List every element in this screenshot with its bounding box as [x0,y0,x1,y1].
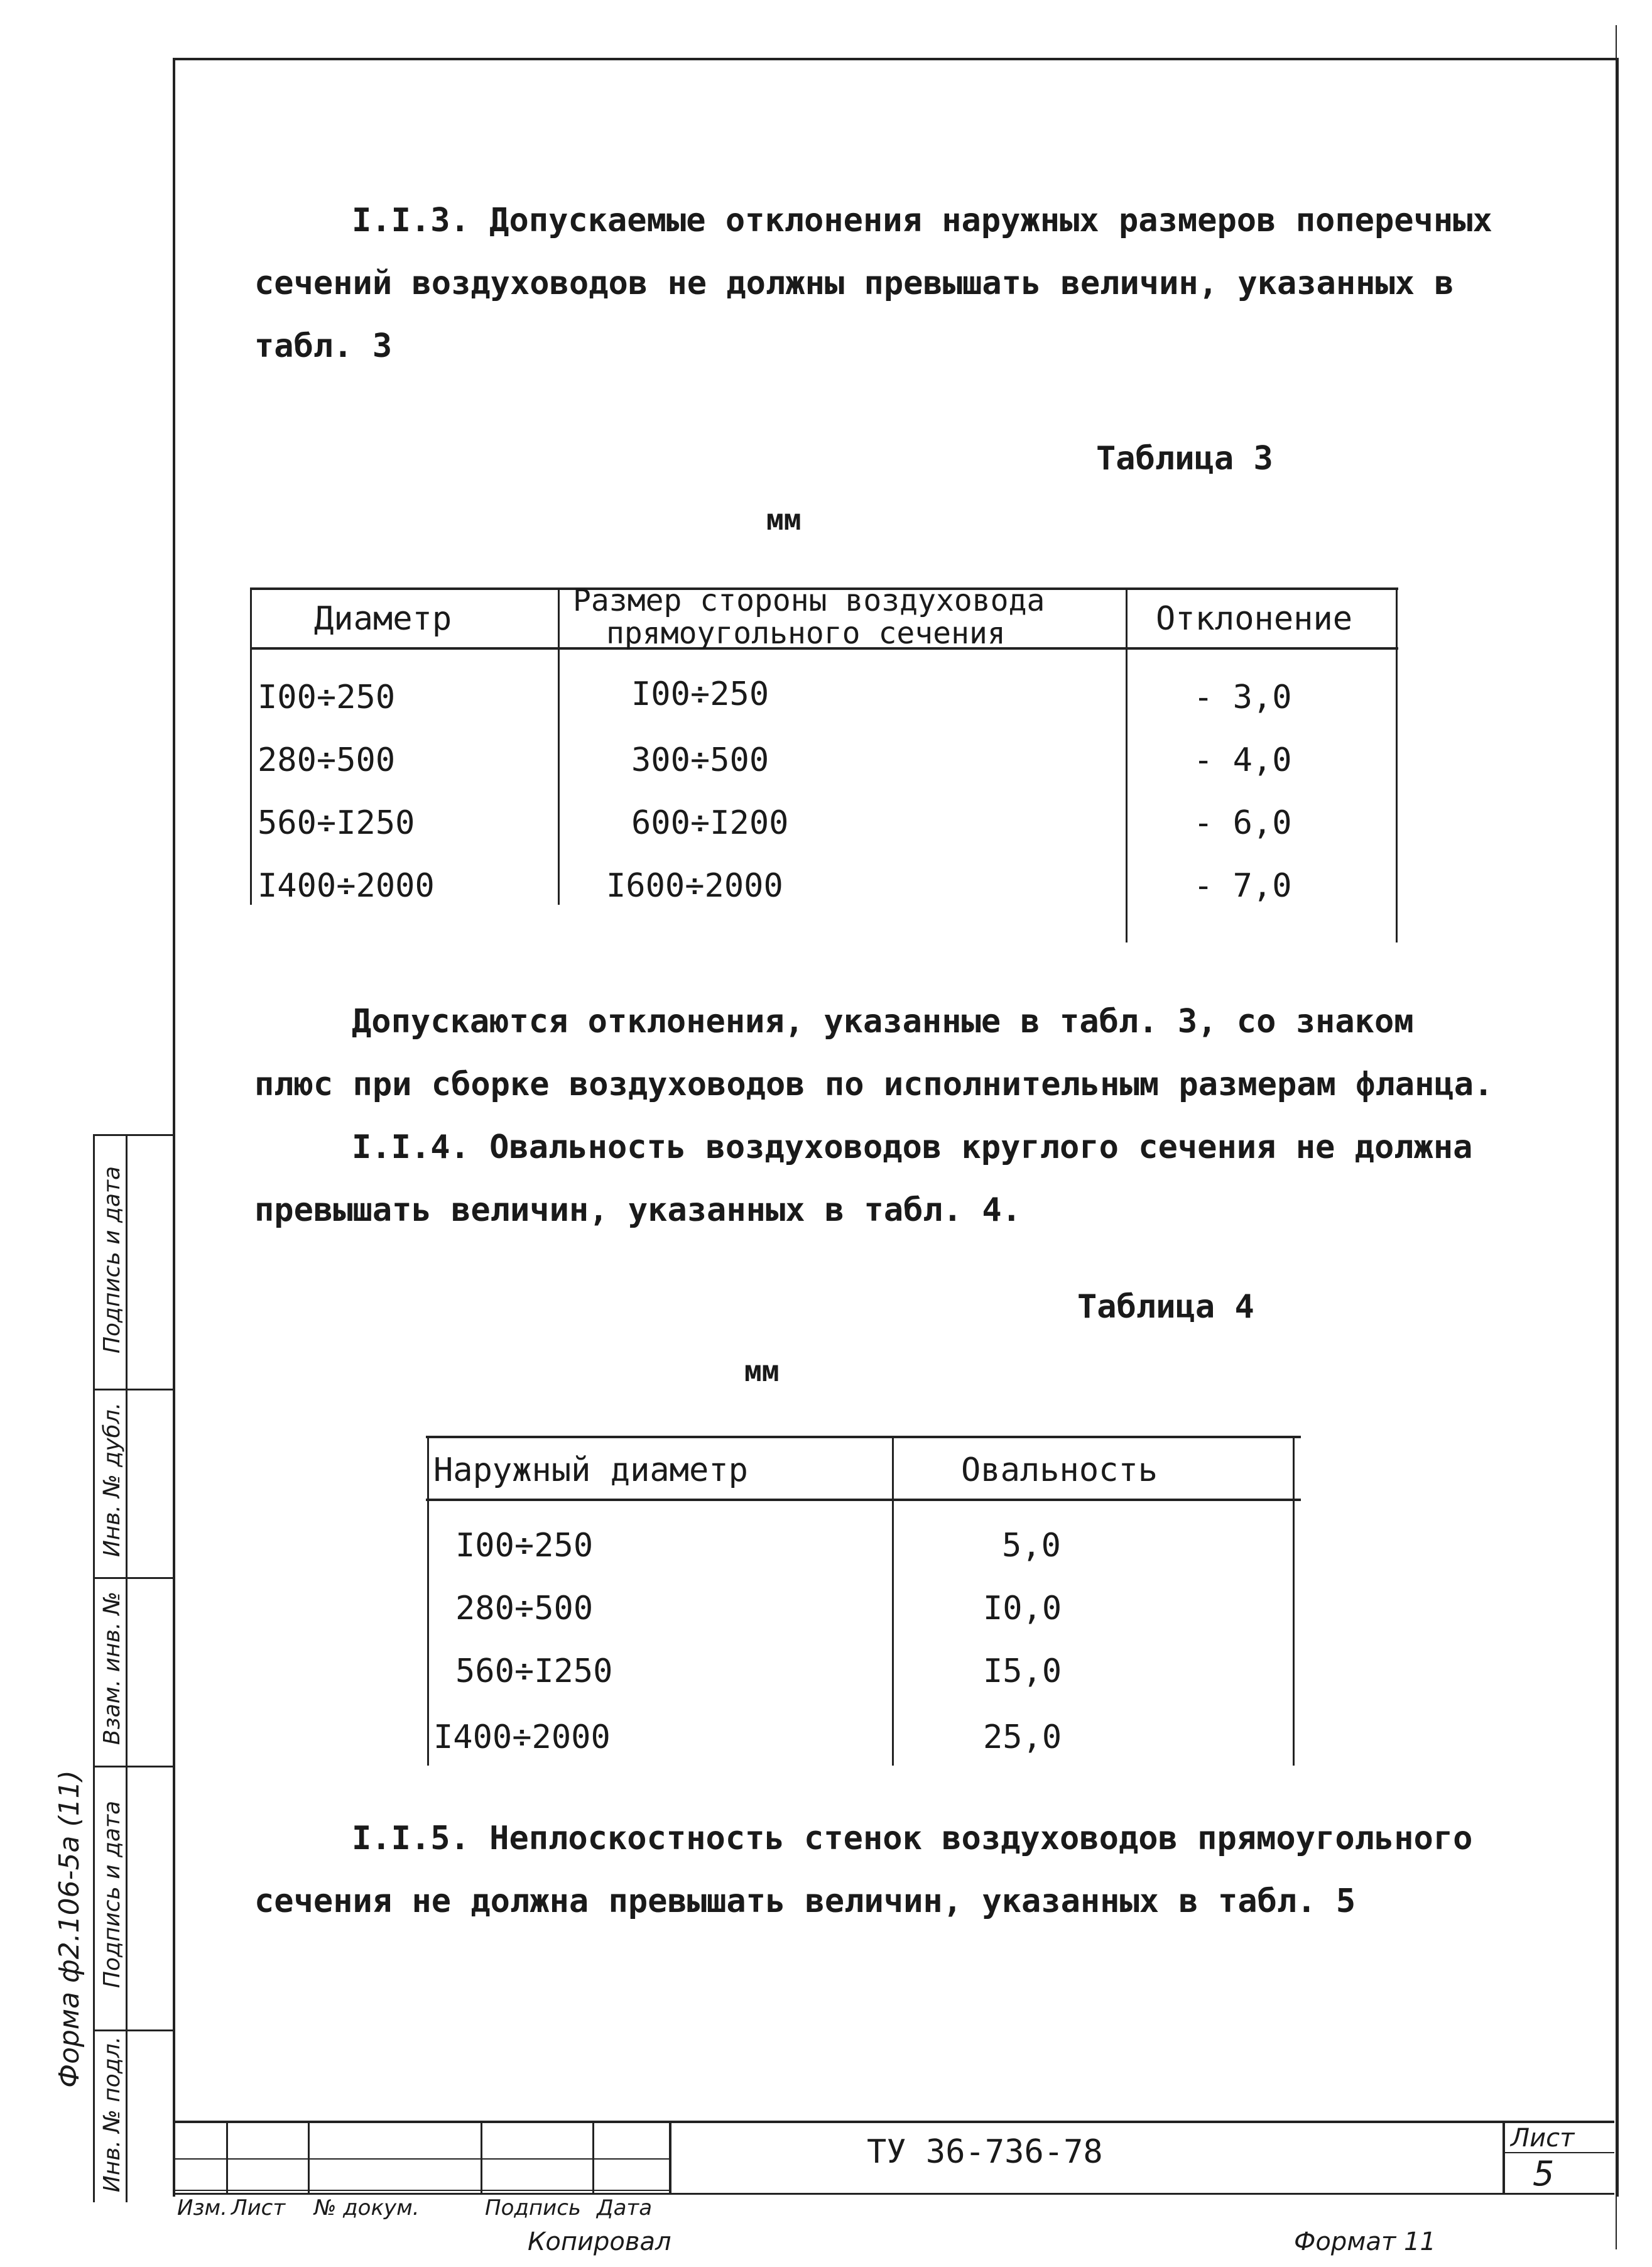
table3-row2-side: 300÷500 [631,741,769,779]
table3-right-border [1396,587,1398,942]
table3-header-side-1: Размер стороны воздуховода [573,583,1045,618]
stamp-rule [173,2158,669,2160]
table3-header-side-2: прямоугольного сечения [606,616,1006,651]
stamp-col-line [308,2121,310,2195]
table4-row4-ovality: 25,0 [983,1718,1062,1756]
table3-row4-side: I600÷2000 [606,867,783,905]
table3-header-deviation: Отклонение [1156,600,1353,638]
stamp-col-dokum: № докум. [314,2195,420,2221]
table4-row1-ovality: 5,0 [1002,1527,1061,1565]
section-113-line2: сечений воздуховодов не должны превышать величин, указанных в [254,265,1454,302]
stamp-col-line [669,2121,671,2195]
note-line1: Допускаются отклонения, указанные в табл. 3, со знаком [352,1003,1414,1041]
section-115-line1: I.I.5. Неплоскостность стенок воздуховодов прямоугольного [352,1820,1473,1857]
table3-col-divider-1 [558,587,560,905]
table4-row2-diameter: 280÷500 [455,1590,594,1627]
stamp-sheet-number: 5 [1533,2154,1555,2193]
table3-row4-deviation: - 7,0 [1193,867,1292,905]
side-label-podpis-data-bottom: Подпись и дата [99,1800,125,1989]
side-label-inv-dubl: Инв. № дубл. [99,1402,125,1558]
stamp-col-line [592,2121,594,2195]
side-strip-rule [93,1134,175,1136]
stamp-bottom-rule [173,2193,1614,2195]
stamp-designation: ТУ 36-736-78 [867,2133,1103,2171]
table3-row2-deviation: - 4,0 [1193,741,1292,779]
side-label-forma: Форма ф2.106-5а (11) [53,1770,85,2088]
table3-caption: Таблица 3 [1096,440,1273,478]
table4-header-ovality: Овальность [961,1451,1158,1489]
table4-unit: мм [744,1354,780,1388]
section-114-line1: I.I.4. Овальность воздуховодов круглого сечения не должна [352,1128,1473,1166]
table3-row1-diameter: I00÷250 [258,679,396,716]
table4-row3-diameter: 560÷I250 [455,1652,613,1690]
table3-unit: мм [766,503,802,537]
right-edge-line [1616,25,1617,2249]
table4-row1-diameter: I00÷250 [455,1527,594,1565]
table4-header-rule [426,1499,1301,1501]
stamp-rule [173,2190,669,2191]
stamp-col-podpis: Подпись [485,2195,581,2221]
table4-row4-diameter: I400÷2000 [433,1718,611,1756]
table4-row3-ovality: I5,0 [983,1652,1062,1690]
footer-kopiroval: Копировал [528,2227,671,2256]
section-113-line3: табл. 3 [254,327,393,365]
section-114-line2: превышать величин, указанных в табл. 4. [254,1191,1021,1229]
table3-row4-diameter: I400÷2000 [258,867,435,905]
table4-header-outer-diameter: Наружный диаметр [433,1451,748,1489]
table3-header-diameter: Диаметр [314,600,452,638]
table4-row2-ovality: I0,0 [983,1590,1062,1627]
stamp-col-list: Лист [231,2195,286,2221]
side-label-inv-podl: Инв. № подл. [99,2036,125,2193]
section-115-line2: сечения не должна превышать величин, указанных в табл. 5 [254,1882,1356,1920]
section-113-line1: I.I.3. Допускаемые отклонения наружных размеров поперечных [352,202,1492,239]
stamp-col-line [481,2121,482,2195]
side-label-vzam-inv: Взам. инв. № [99,1591,125,1745]
table4-right-border [1293,1436,1295,1766]
table4-caption: Таблица 4 [1077,1288,1254,1326]
table4-left-border [427,1436,429,1766]
side-label-podpis-data-top: Подпись и дата [99,1166,125,1354]
table3-row3-diameter: 560÷I250 [258,804,415,842]
stamp-col-data: Дата [597,2195,653,2221]
stamp-top-rule [173,2121,1614,2123]
table3-col-divider-2 [1126,587,1128,942]
table4-top-rule [426,1436,1301,1438]
stamp-col-line [1503,2121,1505,2195]
side-strip-rule [93,2029,175,2031]
side-strip-mid-line [126,1134,128,2202]
table3-row3-side: 600÷I200 [631,804,789,842]
footer-format: Формат 11 [1294,2227,1436,2256]
table3-row1-deviation: - 3,0 [1193,679,1292,716]
table4-col-divider [892,1436,894,1766]
stamp-sheet-label: Лист [1511,2124,1575,2153]
note-line2: плюс при сборке воздуховодов по исполнительным размерам фланца. [254,1066,1494,1103]
side-strip-left-line [93,1134,95,2202]
table3-row1-side: I00÷250 [631,675,769,713]
table3-row3-deviation: - 6,0 [1193,804,1292,842]
stamp-col-line [226,2121,228,2195]
table3-row2-diameter: 280÷500 [258,741,396,779]
stamp-col-izm: Изм. [177,2195,227,2221]
table3-left-border [250,587,252,905]
